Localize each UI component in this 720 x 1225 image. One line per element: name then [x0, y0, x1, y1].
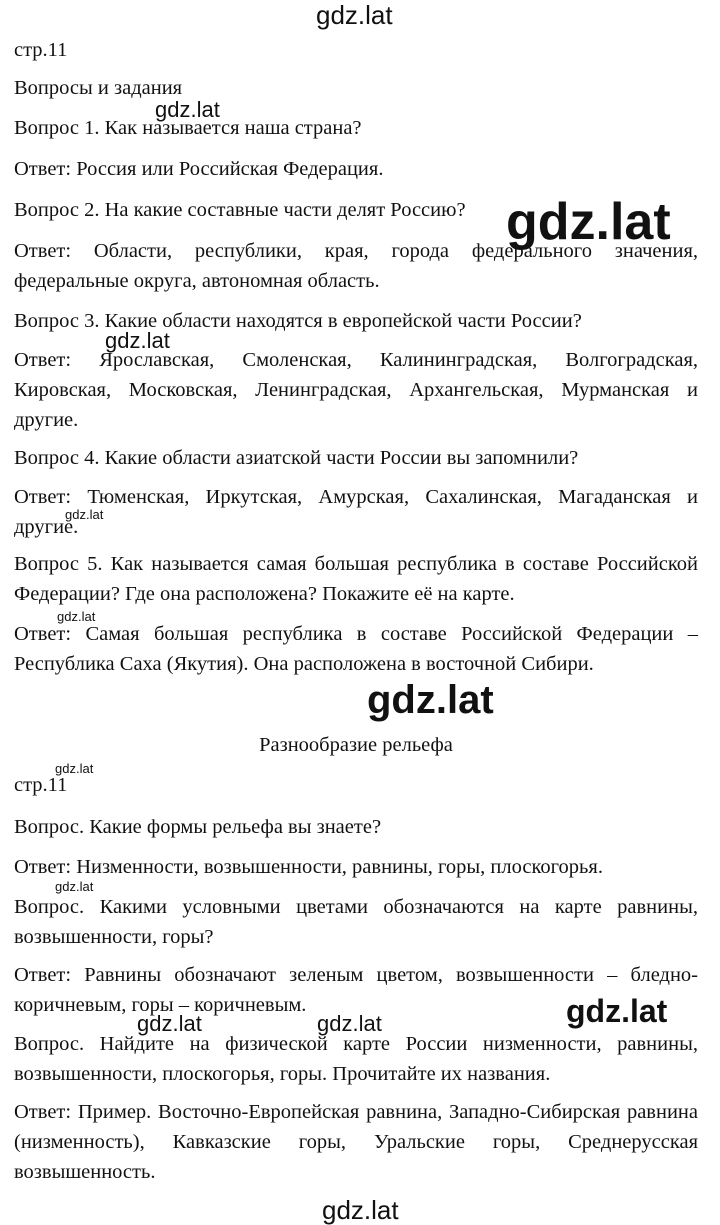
question-5: Вопрос 5. Как называется самая большая республика в составе Российской Федерации? Где она расположена? Покажите её на карте. [14, 553, 698, 605]
watermark-small-3: gdz.lat [137, 1011, 202, 1036]
answer-3: Ответ: Ярославская, Смоленская, Калининградская, Волгоградская, Кировская, Московская, Ленинградская, Архангельская, Мурманская и другие. [14, 349, 698, 431]
answer-5: Ответ: Самая большая республика в составе Российской Федерации – Республика Саха (Якутия). Она расположена в восточной Сибири. [14, 623, 698, 675]
watermark-medium: gdz.lat [566, 993, 668, 1029]
page-number: стр.11 [14, 39, 68, 61]
question-2: Вопрос 2. На какие составные части делят Россию? [14, 199, 466, 221]
answer-1: Ответ: Россия или Российская Федерация. [14, 158, 384, 180]
question-1: Вопрос 1. Как называется наша страна? [14, 117, 362, 139]
question-relief-3: Вопрос. Найдите на физической карте России низменности, равнины, возвышенности, плоскогорья, горы. Прочитайте их названия. [14, 1033, 698, 1085]
watermark-small-1: gdz.lat [155, 97, 220, 122]
watermark-small-2: gdz.lat [105, 328, 170, 353]
watermark-tiny-4: gdz.lat [55, 879, 94, 894]
section-heading: Вопросы и задания [14, 77, 183, 99]
watermark-large-2: gdz.lat [367, 678, 494, 722]
page-number-2: стр.11 [14, 774, 68, 796]
answer-relief-3: Ответ: Пример. Восточно-Европейская равнина, Западно-Сибирская равнина (низменность), Кавказские горы, Уральские горы, Среднерусская возвышенность. [14, 1101, 698, 1183]
question-relief-1: Вопрос. Какие формы рельефа вы знаете? [14, 816, 382, 838]
watermark-tiny-3: gdz.lat [55, 761, 94, 776]
answer-2: Ответ: Области, республики, края, города федерального значения, федеральные округа, автономная область. [14, 240, 698, 292]
watermark-bottom: gdz.lat [322, 1195, 399, 1225]
watermark-tiny: gdz.lat [65, 507, 104, 522]
watermark-top: gdz.lat [316, 0, 393, 30]
answer-4: Ответ: Тюменская, Иркутская, Амурская, Сахалинская, Магаданская и другие. [14, 486, 698, 538]
question-3: Вопрос 3. Какие области находятся в европейской части России? [14, 310, 582, 332]
section-title: Разнообразие рельефа [259, 734, 453, 756]
answer-relief-2: Ответ: Равнины обозначают зеленым цветом, возвышенности – бледно-коричневым, горы – коричневым. [14, 964, 698, 1016]
watermark-large-1: gdz.lat [506, 193, 671, 251]
watermark-tiny-2: gdz.lat [57, 609, 96, 624]
answer-relief-1: Ответ: Низменности, возвышенности, равнины, горы, плоскогорья. [14, 856, 603, 878]
watermark-small-4: gdz.lat [317, 1011, 382, 1036]
question-relief-2: Вопрос. Какими условными цветами обозначаются на карте равнины, возвышенности, горы? [14, 896, 698, 948]
question-4: Вопрос 4. Какие области азиатской части России вы запомнили? [14, 447, 579, 469]
